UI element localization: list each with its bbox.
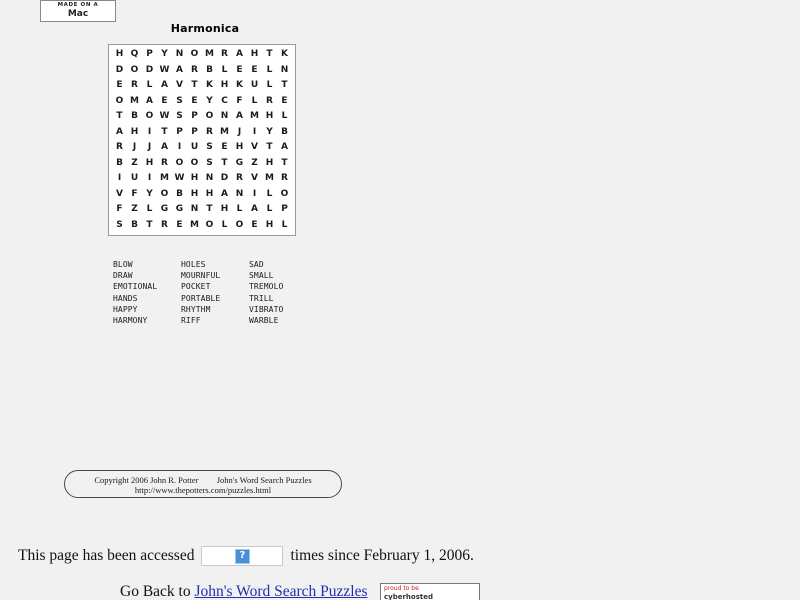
letter-cell[interactable]: M (250, 111, 259, 122)
letter-cell[interactable]: L (146, 80, 153, 91)
letter-cell[interactable]: T (146, 219, 153, 230)
letter-cell[interactable]: B (281, 126, 288, 137)
letter-grid-row (112, 109, 292, 125)
word-list-item: HANDS (113, 293, 138, 303)
letter-cell[interactable]: L (251, 95, 258, 106)
back-link-row (120, 583, 368, 600)
letter-cell[interactable]: R (191, 64, 198, 75)
letter-cell[interactable]: T (161, 126, 168, 137)
letter-cell[interactable]: B (131, 219, 138, 230)
letter-cell[interactable]: M (190, 219, 199, 230)
letter-cell[interactable]: A (221, 188, 228, 199)
word-list-item: POCKET (181, 282, 211, 292)
letter-cell[interactable]: S (176, 95, 183, 106)
word-list-item: HAPPY (113, 304, 138, 314)
letter-grid-row (112, 94, 292, 110)
letter-cell[interactable]: L (266, 204, 273, 215)
letter-cell[interactable]: S (116, 219, 123, 230)
letter-cell[interactable]: O (175, 157, 184, 168)
letter-cell[interactable]: V (176, 80, 183, 91)
letter-cell[interactable]: P (191, 111, 198, 122)
letter-cell[interactable]: K (206, 80, 213, 91)
letter-grid-row (112, 171, 292, 187)
letter-cell[interactable]: E (191, 95, 198, 106)
letter-cell[interactable]: H (250, 49, 259, 60)
letter-cell[interactable]: H (130, 126, 139, 137)
letter-cell[interactable]: G (235, 157, 244, 168)
page-counter-row (18, 546, 474, 566)
letter-cell[interactable]: K (236, 80, 243, 91)
letter-cell[interactable]: T (221, 157, 228, 168)
letter-cell[interactable]: L (281, 111, 288, 122)
letter-cell[interactable]: M (160, 173, 169, 184)
word-list-item: SAD (249, 260, 264, 269)
word-list-column (113, 259, 181, 326)
word-list-item: HARMONY (113, 316, 148, 326)
letter-cell[interactable]: M (205, 49, 214, 60)
letter-cell[interactable]: O (205, 219, 214, 230)
letter-cell[interactable]: M (220, 126, 229, 137)
word-list-item: PORTABLE (181, 293, 221, 303)
word-search-grid[interactable] (108, 44, 296, 236)
letter-cell[interactable]: J (237, 126, 242, 137)
letter-cell[interactable]: E (116, 80, 123, 91)
letter-cell[interactable]: N (280, 64, 289, 75)
letter-cell[interactable]: H (235, 142, 244, 153)
letter-cell[interactable]: G (175, 204, 184, 215)
letter-cell[interactable]: N (205, 173, 214, 184)
proud-badge-line-2: cyberhosted (384, 593, 433, 600)
letter-cell[interactable]: E (161, 95, 168, 106)
letter-grid-row (112, 63, 292, 79)
letter-grid-row (112, 125, 292, 141)
word-list-item: HOLES (181, 260, 206, 269)
letter-cell[interactable]: L (266, 80, 273, 91)
letter-cell[interactable]: F (131, 188, 138, 199)
letter-cell[interactable]: O (235, 219, 244, 230)
letter-cell[interactable]: A (116, 126, 123, 137)
letter-cell[interactable]: D (115, 64, 124, 75)
letter-cell[interactable]: R (206, 126, 213, 137)
made-badge-line-1: MADE ON A (57, 2, 99, 8)
letter-grid-body (112, 47, 292, 233)
letter-cell[interactable]: N (220, 111, 229, 122)
letter-cell[interactable]: A (251, 204, 258, 215)
letter-cell[interactable]: H (190, 173, 199, 184)
letter-cell[interactable]: I (147, 173, 152, 184)
letter-cell[interactable]: E (221, 142, 228, 153)
letter-cell[interactable]: H (205, 188, 214, 199)
back-link-prefix: Go Back to (120, 583, 195, 600)
letter-cell[interactable]: G (160, 204, 169, 215)
counter-suffix-text: times since February 1, 2006. (290, 547, 474, 564)
letter-cell[interactable]: Y (161, 49, 168, 60)
letter-cell[interactable]: I (117, 173, 122, 184)
copyright-line-1 (65, 475, 341, 485)
word-list-item: SMALL (249, 271, 274, 281)
letter-cell[interactable]: I (252, 126, 257, 137)
word-list-item: MOURNFUL (181, 271, 221, 281)
letter-cell[interactable]: S (206, 142, 213, 153)
letter-cell[interactable]: T (281, 157, 288, 168)
letter-cell[interactable]: R (116, 142, 123, 153)
letter-cell[interactable]: R (266, 95, 273, 106)
proud-to-be-cyberhosted-badge[interactable] (380, 583, 480, 600)
letter-cell[interactable]: R (281, 173, 288, 184)
letter-cell[interactable]: A (281, 142, 288, 153)
letter-cell[interactable]: E (251, 219, 258, 230)
letter-cell[interactable]: T (266, 49, 273, 60)
letter-cell[interactable]: L (281, 219, 288, 230)
letter-cell[interactable]: Y (146, 188, 153, 199)
letter-cell[interactable]: Z (131, 157, 138, 168)
letter-cell[interactable]: R (236, 173, 243, 184)
letter-cell[interactable]: J (132, 142, 137, 153)
letter-cell[interactable]: Y (266, 126, 273, 137)
letter-cell[interactable]: W (159, 111, 170, 122)
broken-image-icon (235, 549, 250, 564)
letter-cell[interactable]: M (265, 173, 274, 184)
letter-cell[interactable]: O (160, 188, 169, 199)
letter-cell[interactable]: U (190, 142, 199, 153)
letter-cell[interactable]: V (116, 188, 123, 199)
letter-cell[interactable]: H (265, 219, 274, 230)
letter-cell[interactable]: S (176, 111, 183, 122)
letter-cell[interactable]: Z (131, 204, 138, 215)
letter-grid-row (112, 218, 292, 234)
letter-cell[interactable]: L (221, 219, 228, 230)
letter-cell[interactable]: V (251, 142, 258, 153)
letter-cell[interactable]: B (206, 64, 213, 75)
copyright-box (64, 470, 342, 498)
word-list-item: RHYTHM (181, 304, 211, 314)
word-list-item: EMOTIONAL (113, 282, 158, 292)
letter-cell[interactable]: O (190, 49, 199, 60)
back-link-anchor[interactable]: John's Word Search Puzzles (194, 583, 368, 600)
copyright-site-name: John's Word Search Puzzles (216, 475, 312, 485)
letter-cell[interactable]: L (221, 64, 228, 75)
letter-cell[interactable]: B (116, 157, 123, 168)
letter-cell[interactable]: P (146, 49, 153, 60)
letter-cell[interactable]: D (145, 64, 154, 75)
word-list-item: VIBRATO (249, 304, 284, 314)
letter-cell[interactable]: S (206, 157, 213, 168)
letter-cell[interactable]: O (280, 188, 289, 199)
letter-cell[interactable]: T (116, 111, 123, 122)
letter-cell[interactable]: L (236, 204, 243, 215)
letter-cell[interactable]: R (161, 219, 168, 230)
letter-grid-row (112, 187, 292, 203)
letter-cell[interactable]: T (206, 204, 213, 215)
word-list-column (181, 259, 249, 326)
hit-counter-box (201, 546, 283, 566)
letter-cell[interactable]: R (131, 80, 138, 91)
letter-cell[interactable]: H (220, 204, 229, 215)
letter-cell[interactable]: O (205, 111, 214, 122)
letter-cell[interactable]: N (190, 204, 199, 215)
letter-cell[interactable]: V (251, 173, 258, 184)
page-title: Harmonica (170, 22, 240, 35)
letter-cell[interactable]: D (220, 173, 229, 184)
proud-badge-line-1: proud to be (384, 585, 419, 592)
letter-cell[interactable]: N (175, 49, 184, 60)
letter-cell[interactable]: Q (130, 49, 139, 60)
letter-cell[interactable]: H (265, 111, 274, 122)
letter-cell[interactable]: A (161, 142, 168, 153)
letter-cell[interactable]: L (266, 188, 273, 199)
letter-cell[interactable]: O (130, 64, 139, 75)
letter-cell[interactable]: F (116, 204, 123, 215)
letter-cell[interactable]: H (145, 157, 154, 168)
letter-cell[interactable]: R (161, 157, 168, 168)
letter-cell[interactable]: N (235, 188, 244, 199)
letter-cell[interactable]: I (252, 188, 257, 199)
letter-cell[interactable]: I (177, 142, 182, 153)
counter-prefix-text: This page has been accessed (18, 547, 195, 564)
letter-cell[interactable]: U (130, 173, 139, 184)
letter-cell[interactable]: Y (206, 95, 213, 106)
letter-cell[interactable]: F (236, 95, 243, 106)
letter-grid-table (112, 47, 292, 233)
letter-cell[interactable]: P (281, 204, 288, 215)
letter-cell[interactable]: A (236, 111, 243, 122)
word-list (113, 259, 343, 326)
word-list-item: TREMOLO (249, 282, 284, 292)
letter-grid-row (112, 202, 292, 218)
letter-cell[interactable]: I (147, 126, 152, 137)
letter-grid-row (112, 78, 292, 94)
letter-cell[interactable]: E (176, 219, 183, 230)
letter-grid-row (112, 140, 292, 156)
word-list-column (249, 259, 317, 326)
word-list-item: BLOW (113, 260, 133, 269)
letter-cell[interactable]: J (147, 142, 152, 153)
letter-cell[interactable]: E (281, 95, 288, 106)
word-list-item: WARBLE (249, 316, 279, 326)
letter-cell[interactable]: O (145, 111, 154, 122)
letter-cell[interactable]: U (250, 80, 259, 91)
letter-cell[interactable]: C (221, 95, 228, 106)
letter-cell[interactable]: B (176, 188, 183, 199)
copyright-owner: Copyright 2006 John R. Potter (94, 475, 199, 485)
letter-cell[interactable]: A (146, 95, 153, 106)
letter-cell[interactable]: O (115, 95, 124, 106)
letter-cell[interactable]: L (146, 204, 153, 215)
letter-cell[interactable]: T (266, 142, 273, 153)
letter-cell[interactable]: R (221, 49, 228, 60)
letter-cell[interactable]: A (236, 49, 243, 60)
made-badge-line-2: Mac (67, 9, 89, 19)
letter-cell[interactable]: L (266, 64, 273, 75)
letter-cell[interactable]: Z (251, 157, 258, 168)
made-on-a-mac-badge[interactable] (40, 0, 116, 22)
letter-cell[interactable]: H (115, 49, 124, 60)
letter-cell[interactable]: O (190, 157, 199, 168)
letter-cell[interactable]: W (159, 64, 170, 75)
letter-cell[interactable]: E (236, 64, 243, 75)
letter-grid-row (112, 156, 292, 172)
letter-cell[interactable]: P (176, 126, 183, 137)
letter-cell[interactable]: A (161, 80, 168, 91)
letter-cell[interactable]: H (220, 80, 229, 91)
letter-cell[interactable]: T (281, 80, 288, 91)
letter-cell[interactable]: W (174, 173, 185, 184)
letter-cell[interactable]: A (176, 64, 183, 75)
word-list-item: TRILL (249, 293, 274, 303)
letter-cell[interactable]: P (191, 126, 198, 137)
letter-cell[interactable]: H (265, 157, 274, 168)
letter-cell[interactable]: B (131, 111, 138, 122)
letter-cell[interactable]: E (251, 64, 258, 75)
copyright-url: http://www.thepotters.com/puzzles.html (134, 485, 272, 495)
word-list-item: RIFF (181, 316, 201, 326)
letter-cell[interactable]: T (191, 80, 198, 91)
letter-cell[interactable]: M (130, 95, 139, 106)
letter-cell[interactable]: K (281, 49, 288, 60)
letter-grid-row (112, 47, 292, 63)
letter-cell[interactable]: H (190, 188, 199, 199)
word-list-item: DRAW (113, 271, 133, 281)
